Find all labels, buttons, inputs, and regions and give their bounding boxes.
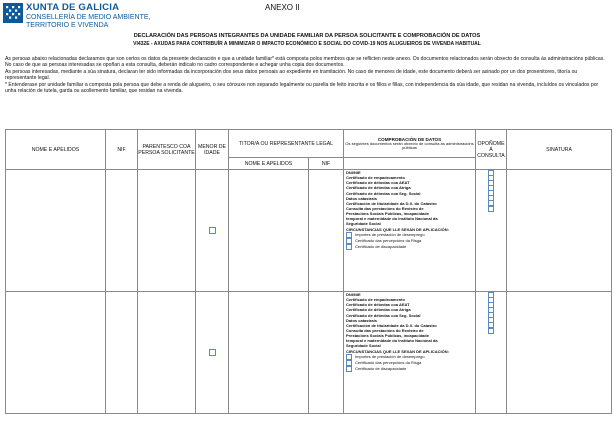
document-item: Consulta das prestacións do Rexistro de (346, 327, 424, 333)
intro-text (5, 56, 609, 94)
minor-checkbox[interactable] (209, 227, 216, 234)
circumstance-label: Certificado das percepcións da Risga (355, 237, 422, 243)
header-verification-blank (344, 158, 476, 170)
document-item: Certificado de débedas coa AEAT (346, 180, 410, 186)
annex-label: ANEXO II (265, 3, 300, 12)
circumstance-label: Certificado de discapacidade (355, 365, 407, 371)
document-item: Certificado de débedas coa Atriga (346, 307, 411, 313)
document-subtitle: VI432E - AXUDAS PARA CONTRIBUÍR A MINIMIZAR O IMPACTO ECONÓMICO E SOCIAL DO COVID-19 NOS ALUGUEIROS DE VIVENDA HABITUAL (133, 41, 481, 47)
guardian-nif-cell[interactable] (309, 170, 344, 292)
member-nif-cell[interactable] (106, 292, 138, 414)
oppose-checkbox[interactable] (488, 328, 494, 334)
document-item: Prestacións Sociais Públicas, incapacidade (346, 211, 429, 217)
member-row-2 (6, 292, 612, 414)
document-item: Certificado de empadroamento (346, 175, 405, 181)
member-minor-cell (196, 170, 229, 292)
header-nif: NIF (106, 130, 138, 170)
circumstances-heading: CIRCUNSTANCIAS QUE LLE SEXAN DE APLICACIÓN: (346, 348, 449, 354)
verification-title: COMPROBACIÓN DE DATOS (377, 136, 442, 142)
guardian-nif-cell[interactable] (309, 292, 344, 414)
header-verification (344, 130, 476, 158)
circumstance-checkbox[interactable] (346, 366, 352, 372)
member-nif-cell[interactable] (106, 170, 138, 292)
documents-cell (344, 170, 476, 292)
document-item: DNI/NIE (346, 170, 361, 175)
oppose-cell (476, 292, 507, 414)
document-item: Certificación de titularidade da D.X. do Catastro (346, 322, 437, 328)
document-item: Certificado de débedas coa Atriga (346, 185, 411, 191)
document-item: Certificado de débedas coa Seg. Social (346, 190, 421, 196)
circumstance-item (344, 244, 475, 250)
document-item: Prestacións Sociais Públicas, incapacidade (346, 333, 429, 339)
header-guardian: TITOR/A OU REPRESENTANTE LEGAL (229, 130, 344, 158)
member-row-1 (6, 170, 612, 292)
document-item: Certificado de empadroamento (346, 297, 405, 303)
circumstance-label: Certificado das percepcións da Risga (355, 359, 422, 365)
circumstance-label: Certificado de discapacidade (355, 243, 407, 249)
member-name-cell[interactable] (6, 170, 106, 292)
family-members-table (5, 129, 612, 414)
header-guardian-nif: NIF (309, 158, 344, 170)
document-item: Datos catastrais (346, 195, 377, 201)
guardian-name-cell[interactable] (229, 292, 309, 414)
document-item: Seguridade Social (346, 221, 381, 227)
document-item: temporal e maternidade do Instituto Nacional da (346, 338, 438, 344)
oppose-cell (476, 170, 507, 292)
signature-cell[interactable] (507, 170, 612, 292)
member-name-cell[interactable] (6, 292, 106, 414)
department-line-1: CONSELLERÍA DE MEDIO AMBIENTE, (26, 14, 151, 21)
header-minor: MENOR DE IDADE (196, 130, 229, 170)
oppose-checkbox[interactable] (488, 206, 494, 212)
member-relationship-cell[interactable] (138, 170, 196, 292)
circumstance-label: Importes de prestación de desemprego (355, 353, 425, 359)
signature-cell[interactable] (507, 292, 612, 414)
member-minor-cell (196, 292, 229, 414)
org-name: XUNTA DE GALICIA (26, 2, 120, 13)
circumstance-checkbox[interactable] (346, 244, 352, 250)
header-name: NOME E APELIDOS (6, 130, 106, 170)
document-title: DECLARACIÓN DAS PERSOAS INTEGRANTES DA UNIDADE FAMILIAR DA PERSOA SOLICITANTE E COMPROBACIÓN DE DATOS (133, 33, 481, 39)
department-line-2: TERRITORIO E VIVENDA (26, 22, 109, 29)
header-relationship: PARENTESCO COA PERSOA SOLICITANTE (138, 130, 196, 170)
intro-paragraph-2: As persoas interesadas, mediante a súa sinatura, declaran ter sido informadas da incorporación dos seus datos persoais ao expediente en tramitación. No caso de menores de idade, este documento deberá ser asinado por un dos proxenitores, titor/a ou representante legal. (5, 68, 578, 82)
member-relationship-cell[interactable] (138, 292, 196, 414)
header-guardian-name: NOME E APELIDOS (229, 158, 309, 170)
document-item: Certificación de titularidade da D.X. do Catastro (346, 200, 437, 206)
intro-paragraph-1: As persoas abaixo relacionadas declaramos que son certos os datos da presente declaración e que a unidade familiar* está composta polos membros que se reflicten neste anexo. Os documentos relacionados serán obxecto de consulta ás administracións públicas. No caso de que as persoas interesadas se opoñan a esta consulta, deberán indicalo no cadro correspondente e achegar unha copia dos documentos. (5, 56, 605, 69)
intro-paragraph-3: * Entenderase por unidade familiar a composta pola persoa que debe a renda de alugueiro, o seu cónxuxe non separado legalmente ou parella de feito inscrita e os fillos e fillas, con independencia da súa idade, que residan na vivenda, incluídos os vinculados por unha relación de tutela, garda ou acollemento familiar, que residan na vivenda. (5, 81, 599, 95)
document-item: Certificado de débedas coa AEAT (346, 302, 410, 308)
circumstances-heading: CIRCUNSTANCIAS QUE LLE SEXAN DE APLICACIÓN: (346, 226, 449, 232)
document-item: Seguridade Social (346, 343, 381, 349)
document-item: Datos catastrais (346, 317, 377, 323)
documents-cell (344, 292, 476, 414)
header-signature: SINATURA (507, 130, 612, 170)
header-oppose: OPOÑOME Á CONSULTA (476, 130, 507, 170)
page-header (0, 0, 614, 56)
circumstance-item (344, 366, 475, 372)
circumstance-label: Importes de prestación de desemprego (355, 231, 425, 237)
verification-subtitle: Os seguintes documentos serán obxecto de consulta ás administracións públicas (345, 140, 474, 150)
document-item: DNI/NIE (346, 292, 361, 297)
xunta-logo-icon (3, 3, 23, 23)
document-item: Certificado de débedas coa Seg. Social (346, 312, 421, 318)
document-item: Consulta das prestacións do Rexistro de (346, 205, 424, 211)
document-item: temporal e maternidade do Instituto Nacional da (346, 216, 438, 222)
minor-checkbox[interactable] (209, 349, 216, 356)
guardian-name-cell[interactable] (229, 170, 309, 292)
